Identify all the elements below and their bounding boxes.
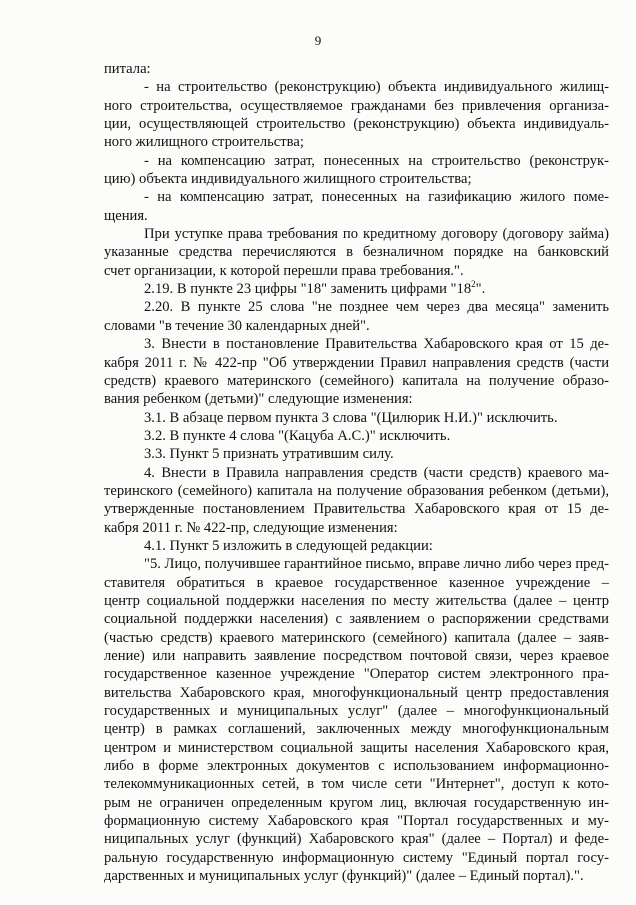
text-line: цию) объекта индивидуального жилищного строительства;: [104, 171, 472, 188]
text-line: - на компенсацию затрат, понесенных на газификацию жилого поме-: [144, 189, 609, 206]
text-line: формационную систему Хабаровского края "Портал государственных и му-: [104, 813, 609, 830]
text-line: центр социальной поддержки населения по месту жительства (далее – центр: [104, 592, 609, 609]
superscript: 2: [471, 279, 476, 290]
text-line: телекоммуникационных сетей, в том числе сети "Интернет", доступ к кото-: [104, 776, 609, 793]
text-line: кабря 2011 г. № 422-пр "Об утверждении Правил направления средств (части: [104, 354, 609, 371]
text-line: 4. Внести в Правила направления средств (части средств) краевого ма-: [144, 464, 609, 481]
text-line: теринского (семейного) капитала на получение образования ребенком (детьми),: [104, 482, 609, 499]
text-line: щения.: [104, 207, 148, 224]
text-line: "5. Лицо, получившее гарантийное письмо, вправе лично либо через пред-: [144, 556, 609, 573]
text-line: социальной поддержки населения) с заявлением о распоряжении средствами: [104, 611, 609, 628]
text-line: [104, 280, 609, 298]
text-line: ральную государственную информационную систему "Единый портал госу-: [104, 849, 609, 866]
text-line: вительства Хабаровского края, многофункциональный центр предоставления: [104, 684, 609, 701]
text-line: кабря 2011 г. № 422-пр, следующие изменения:: [104, 519, 398, 536]
text-line: рым не ограничен определенным кругом лиц, включая государственную ин-: [104, 794, 609, 811]
text-fragment: 2.19. В пункте 23 цифры "18" заменить цифрами "18: [144, 281, 472, 298]
text-line: 3. Внести в постановление Правительства Хабаровского края от 15 де-: [144, 336, 609, 353]
text-line: питала:: [104, 61, 151, 77]
text-line: счет организации, к которой перешли права требования.".: [104, 262, 464, 279]
text-line: утвержденные постановлением Правительства Хабаровского края от 15 де-: [104, 501, 609, 518]
text-line: 2.20. В пункте 25 слова "не позднее чем через два месяца" заменить: [144, 299, 609, 316]
text-line: словами "в течение 30 календарных дней".: [104, 317, 370, 334]
text-line: ного строительства, осуществляемое гражданами без привлечения организа-: [104, 97, 609, 114]
text-line: (частью средств) краевого материнского (семейного) капитала (далее – заяв-: [104, 629, 609, 646]
text-line: центром и министерством социальной защиты населения Хабаровского края,: [104, 739, 609, 756]
page-number: 9: [314, 33, 322, 48]
text-line: либо в форме электронных документов с использованием информационно-: [104, 758, 609, 775]
text-line: государственное казенное учреждение "Оператор систем электронного пра-: [104, 666, 609, 683]
text-line: государственных и муниципальных услуг" (далее – многофункциональный: [104, 703, 609, 720]
text-line: 3.2. В пункте 4 слова "(Кацуба А.С.)" исключить.: [144, 427, 451, 444]
text-line: - на компенсацию затрат, понесенных на строительство (реконструк-: [144, 152, 609, 169]
text-line: 4.1. Пункт 5 изложить в следующей редакции:: [144, 537, 433, 554]
body-text: [104, 60, 609, 885]
text-line: ного жилищного строительства;: [104, 134, 304, 151]
text-line: ции, осуществляющей строительство (реконструкцию) объекта индивидуаль-: [104, 116, 609, 133]
text-line: 3.3. Пункт 5 признать утратившим силу.: [144, 446, 394, 463]
text-line: При уступке права требования по кредитному договору (договору займа): [144, 226, 609, 243]
text-line: указанные средства перечисляются в безналичном порядке на банковский: [104, 244, 609, 261]
text-line: ниципальных услуг (функций) Хабаровского края" (далее – Портал) и феде-: [104, 831, 609, 848]
text-line: центр) в рамках соглашений, заключенных между многофункциональным: [104, 721, 609, 738]
text-line: средств) краевого материнского (семейного) капитала на получение образо-: [104, 372, 609, 389]
text-line: 3.1. В абзаце первом пункта 3 слова "(Цилюрик Н.И.)" исключить.: [144, 409, 558, 426]
text-line: ление) или направить заявление посредством почтовой связи, через краевое: [104, 648, 609, 664]
text-line: - на строительство (реконструкцию) объекта индивидуального жилищ-: [144, 79, 609, 96]
text-line: ставителя обратиться в краевое государственное казенное учреждение –: [104, 574, 609, 591]
text-line: вания ребенком (детьми)" следующие изменения:: [104, 391, 413, 408]
text-fragment: ".: [475, 281, 486, 298]
text-line: дарственных и муниципальных услуг (функций)" (далее – Единый портал).".: [104, 868, 584, 885]
